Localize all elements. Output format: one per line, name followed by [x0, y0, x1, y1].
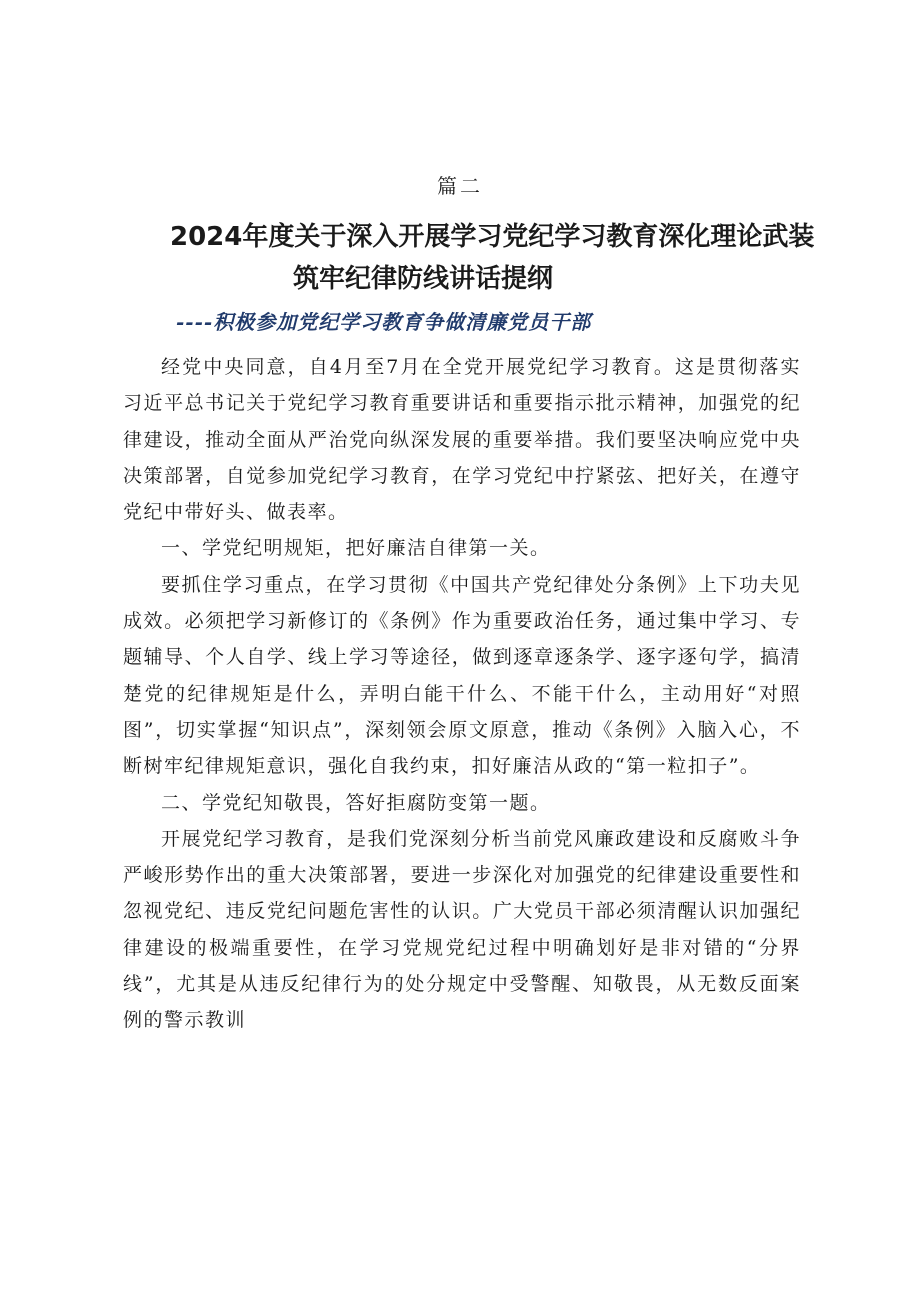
section-heading-1: 一、学党纪明规矩，把好廉洁自律第一关。 [161, 537, 551, 560]
section-label: 篇二 [437, 174, 483, 198]
paragraph-section-2: 开展党纪学习教育，是我们党深刻分析当前党风廉政建设和反腐败斗争严峻形势作出的重大决策部署，要进一步深化对加强党的纪律建设重要性和忽视党纪、违反党纪问题危害性的认识。广大党员干部必须清醒认识加强纪律建设的极端重要性，在学习党规党纪过程中明确划好是非对错的“分界线”，尤其是从违反纪律行为的处分规定中受警醒、知敬畏，从无数反面案例的警示教训 [123, 827, 801, 1032]
title-line-1: 2024年度关于深入开展学习党纪学习教育深化理论武装 [170, 222, 815, 252]
document-subtitle: ----积极参加党纪学习教育争做清廉党员干部 [176, 310, 592, 334]
document-body [123, 349, 801, 1039]
document-title [170, 216, 830, 300]
section-heading-2: 二、学党纪知敬畏，答好拒腐防变第一题。 [161, 791, 551, 814]
title-line-2: 筑牢纪律防线讲话提纲 [293, 264, 554, 294]
paragraph-section-1: 要抓住学习重点，在学习贯彻《中国共产党纪律处分条例》上下功夫见成效。必须把学习新修订的《条例》作为重要政治任务，通过集中学习、专题辅导、个人自学、线上学习等途径，做到逐章逐条学、逐字逐句学，搞清楚党的纪律规矩是什么，弄明白能干什么、不能干什么，主动用好“对照图”，切实掌握“知识点”，深刻领会原文原意，推动《条例》入脑入心，不断树牢纪律规矩意识，强化自我约束，扣好廉洁从政的“第一粒扣子”。 [123, 573, 801, 778]
paragraph-intro: 经党中央同意，自4月至7月在全党开展党纪学习教育。这是贯彻落实习近平总书记关于党纪学习教育重要讲话和重要指示批示精神，加强党的纪律建设，推动全面从严治党向纵深发展的重要举措。我们要坚决响应党中央决策部署，自觉参加党纪学习教育，在学习党纪中拧紧弦、把好关，在遵守党纪中带好头、做表率。 [123, 356, 801, 524]
